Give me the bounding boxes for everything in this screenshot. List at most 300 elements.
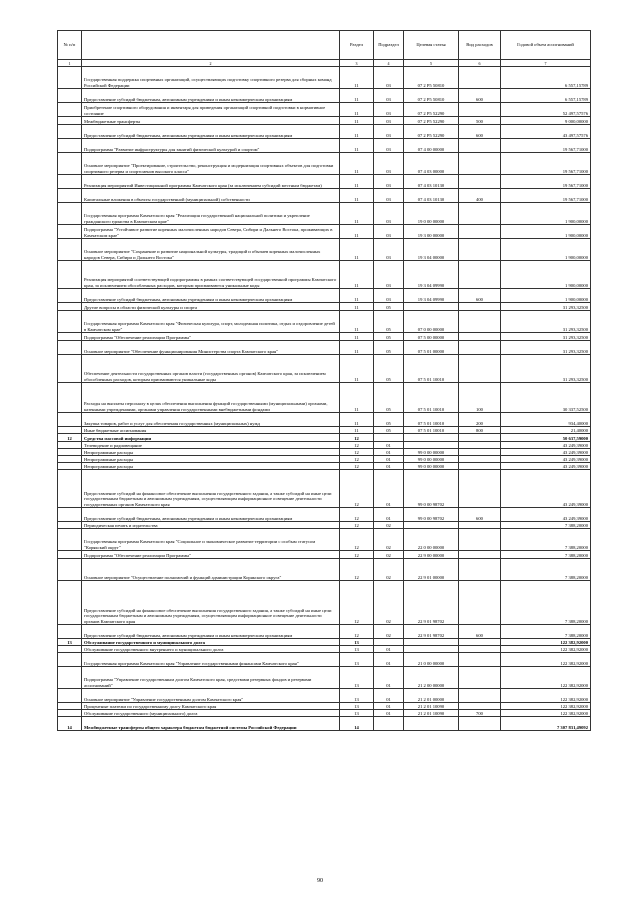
row-amount: 122 382,92000 [501,646,591,653]
header-target-article: Целевая статья [404,31,459,60]
row-target-article [404,434,459,442]
row-target-article: 07 5 01 10010 [404,383,459,413]
budget-table [57,30,591,731]
row-podrazdel: 03 [374,225,404,239]
row-razdel: 11 [340,225,374,239]
row-amount: 9 000,00000 [501,117,591,125]
row-number [58,355,82,383]
row-amount: 7 388,20000 [501,559,591,581]
row-target-article: 07 5 01 10010 [404,427,459,434]
header-razdel: Раздел [340,31,374,60]
row-razdel: 11 [340,117,374,125]
row-amount: 934,40000 [501,413,591,427]
row-target-article: 21 0 00 00000 [404,653,459,667]
row-amount: 31 293,32500 [501,303,591,311]
row-expense-type [459,559,501,581]
row-number [58,470,82,508]
row-expense-type [459,529,501,551]
row-razdel: 13 [340,639,374,646]
table-row [58,139,591,153]
row-razdel: 11 [340,239,374,261]
row-expense-type [459,653,501,667]
row-expense-type [459,456,501,463]
row-number [58,103,82,117]
row-podrazdel: 05 [374,303,404,311]
row-number [58,646,82,653]
row-name: Обеспечение деятельности государственных органов власти (государственных органов) Камчатского края, за исключением обособленных расходов, которым присваиваются уникальные коды [82,355,340,383]
row-podrazdel: 02 [374,559,404,581]
row-expense-type: 100 [459,383,501,413]
row-razdel: 11 [340,139,374,153]
row-name: Государственная программа Камчатского края "Реализация государственной национальной политики и укрепление гражданского единства в Камчатском крае" [82,203,340,225]
row-name: Процентные платежи по государственному долгу Камчатского края [82,703,340,710]
row-name: Основное мероприятие "Осуществление полномочий и функций администрации Корякского округа" [82,559,340,581]
row-number [58,341,82,355]
row-target-article: 07 2 P5 50810 [404,67,459,89]
row-number [58,303,82,311]
table-row [58,383,591,413]
row-number: 13 [58,639,82,646]
row-razdel: 11 [340,289,374,303]
row-number [58,689,82,703]
row-target-article: 07 4 00 00000 [404,139,459,153]
row-amount: 19 567,71000 [501,139,591,153]
row-expense-type [459,333,501,341]
row-name: Предоставление субсидий бюджетным, автономным учреждениям и иным некоммерческим организациям [82,289,340,303]
header-expense-type: Вид расходов [459,31,501,60]
row-target-article [404,646,459,653]
row-podrazdel: 01 [374,646,404,653]
row-name: Обслуживание государственного внутреннего и муниципального долга [82,646,340,653]
row-amount: 1 900,00000 [501,225,591,239]
row-podrazdel: 01 [374,442,404,449]
table-row [58,559,591,581]
row-expense-type [459,139,501,153]
row-podrazdel: 05 [374,413,404,427]
row-podrazdel: 02 [374,551,404,559]
row-razdel: 11 [340,311,374,333]
row-number [58,225,82,239]
row-expense-type [459,703,501,710]
row-podrazdel: 02 [374,529,404,551]
row-podrazdel: 03 [374,239,404,261]
row-podrazdel: 02 [374,522,404,529]
row-name: Государственная программа Камчатского края "Социальное и экономическое развитие территории с особым статусом "Корякский округ" [82,529,340,551]
row-podrazdel [374,639,404,646]
row-podrazdel: 05 [374,427,404,434]
row-target-article: 99 0 00 98702 [404,508,459,522]
row-expense-type [459,239,501,261]
row-amount: 52 497,57576 [501,103,591,117]
row-name: Реализация мероприятий соответствующей подпрограммы в рамках соответствующей государственной программы Камчатского края, за исключением обособленных расходов, которым присваиваются уникальные коды [82,261,340,289]
row-expense-type: 700 [459,710,501,717]
row-razdel: 12 [340,508,374,522]
row-amount: 1 900,00000 [501,261,591,289]
table-row [58,639,591,646]
row-expense-type [459,639,501,646]
col-number: 2 [82,60,340,67]
row-name: Телевидение и радиовещание [82,442,340,449]
row-name: Государственная программа Камчатского края "Управление государственными финансами Камчатского края" [82,653,340,667]
row-name: Подпрограмма "Обеспечение реализации Программы" [82,333,340,341]
header-name [82,31,340,60]
row-razdel: 11 [340,189,374,203]
row-expense-type [459,442,501,449]
row-name: Основное мероприятие "Обеспечение функционирования Министерства спорта Камчатского края" [82,341,340,355]
row-amount: 122 382,92000 [501,689,591,703]
row-target-article: 19 3 04 09990 [404,261,459,289]
row-name: Иные бюджетные ассигнования [82,427,340,434]
row-podrazdel: 05 [374,355,404,383]
row-expense-type [459,355,501,383]
row-target-article: 07 2 P5 52290 [404,117,459,125]
row-amount: 1 900,00000 [501,203,591,225]
row-podrazdel: 03 [374,125,404,139]
row-number [58,442,82,449]
table-row [58,581,591,625]
row-number [58,625,82,639]
row-target-article: 22 9 01 98702 [404,581,459,625]
row-expense-type: 600 [459,625,501,639]
row-podrazdel: 05 [374,341,404,355]
table-row [58,653,591,667]
row-podrazdel: 02 [374,625,404,639]
row-razdel: 11 [340,383,374,413]
row-name: Государственная программа Камчатского края "Физическая культура, спорт, молодежная политика, отдых и оздоровление детей в Камчатском крае" [82,311,340,333]
row-target-article: 07 5 01 10010 [404,355,459,383]
row-razdel: 13 [340,703,374,710]
table-row [58,261,591,289]
row-name: Предоставление субсидий бюджетным, автономным учреждениям и иным некоммерческим организациям [82,89,340,103]
row-number [58,508,82,522]
row-podrazdel: 03 [374,103,404,117]
table-row [58,456,591,463]
table-row [58,225,591,239]
row-number [58,449,82,456]
row-target-article: 19 3 00 00000 [404,225,459,239]
row-number [58,189,82,203]
row-razdel: 12 [340,581,374,625]
table-row [58,289,591,303]
row-expense-type [459,470,501,508]
row-name: Капитальные вложения в объекты государственной (муниципальной) собственности [82,189,340,203]
row-amount: 7 388,20000 [501,522,591,529]
row-number [58,311,82,333]
row-podrazdel: 05 [374,383,404,413]
table-row [58,303,591,311]
row-amount: 43 497,57576 [501,125,591,139]
row-target-article: 07 5 01 00000 [404,341,459,355]
row-target-article: 21 2 01 00000 [404,689,459,703]
row-expense-type [459,225,501,239]
row-razdel: 11 [340,355,374,383]
table-row [58,625,591,639]
row-razdel: 12 [340,434,374,442]
table-row [58,689,591,703]
row-expense-type [459,646,501,653]
row-number [58,667,82,689]
row-name: Межбюджетные трансферты общего характера бюджетам бюджетной системы Российской Федерации [82,717,340,731]
table-row [58,67,591,89]
col-number: 7 [501,60,591,67]
row-razdel: 14 [340,717,374,731]
row-podrazdel: 01 [374,703,404,710]
row-amount: 43 249,39000 [501,508,591,522]
row-number: 12 [58,434,82,442]
row-expense-type [459,717,501,731]
row-expense-type [459,103,501,117]
row-podrazdel: 02 [374,581,404,625]
row-expense-type [459,203,501,225]
row-razdel: 11 [340,67,374,89]
row-podrazdel: 03 [374,261,404,289]
table-row [58,710,591,717]
row-razdel: 13 [340,710,374,717]
row-number [58,427,82,434]
table-row [58,442,591,449]
row-number [58,139,82,153]
row-number [58,153,82,175]
row-podrazdel: 03 [374,89,404,103]
table-row [58,449,591,456]
row-expense-type: 500 [459,117,501,125]
row-razdel: 12 [340,470,374,508]
row-name: Периодическая печать и издательства [82,522,340,529]
row-target-article [404,717,459,731]
row-target-article: 07 0 00 00000 [404,311,459,333]
table-row [58,125,591,139]
row-razdel: 13 [340,646,374,653]
header-podrazdel: Подраздел [374,31,404,60]
row-number [58,710,82,717]
row-podrazdel: 01 [374,689,404,703]
row-amount: 31 293,32500 [501,341,591,355]
row-amount: 122 382,92000 [501,653,591,667]
row-target-article: 07 2 P5 52290 [404,125,459,139]
row-target-article [404,442,459,449]
row-podrazdel: 01 [374,463,404,470]
row-number: 14 [58,717,82,731]
row-number [58,529,82,551]
table-row [58,470,591,508]
row-target-article: 07 2 P5 52290 [404,103,459,117]
row-number [58,89,82,103]
row-name: Непрограммные расходы [82,463,340,470]
row-name: Средства массовой информации [82,434,340,442]
row-amount: 122 382,92000 [501,667,591,689]
row-podrazdel: 03 [374,153,404,175]
row-name: Непрограммные расходы [82,449,340,456]
table-row [58,646,591,653]
table-row [58,413,591,427]
row-target-article: 07 5 00 00000 [404,333,459,341]
table-row [58,551,591,559]
table-row [58,667,591,689]
table-row [58,717,591,731]
row-number [58,175,82,189]
row-razdel: 11 [340,103,374,117]
row-number [58,117,82,125]
table-row [58,434,591,442]
row-razdel: 13 [340,653,374,667]
row-target-article: 19 3 04 00000 [404,239,459,261]
table-row [58,463,591,470]
row-expense-type [459,434,501,442]
header-number-row [58,60,591,67]
row-name: Другие вопросы в области физической культуры и спорта [82,303,340,311]
row-name: Предоставление субсидий на финансовое обеспечение выполнения государственного задания, а также субсидий на иные цели государственным бюджетным и автономным учреждениям, осуществляющим информационное освещение деятельности органов Камчатского края [82,581,340,625]
header-annual-volume: Годовой объем ассигнований [501,31,591,60]
row-target-article: 99 0 00 00000 [404,456,459,463]
row-razdel: 11 [340,175,374,189]
row-target-article [404,303,459,311]
row-podrazdel: 03 [374,175,404,189]
row-razdel: 12 [340,522,374,529]
row-razdel: 11 [340,153,374,175]
table-row [58,189,591,203]
row-razdel: 12 [340,529,374,551]
row-razdel: 12 [340,456,374,463]
row-amount: 43 249,39000 [501,463,591,470]
row-target-article: 22 9 01 00000 [404,559,459,581]
row-number [58,203,82,225]
row-target-article: 21 2 01 10090 [404,703,459,710]
row-expense-type [459,341,501,355]
row-amount: 6 557,15789 [501,67,591,89]
row-name: Основное мероприятие "Управление государственным долгом Камчатского края" [82,689,340,703]
row-amount: 1 900,00000 [501,239,591,261]
row-name: Подпрограмма "Управление государственным долгом Камчатского края, средствами резервных фондов и резервами ассигнований" [82,667,340,689]
row-expense-type [459,311,501,333]
row-razdel: 13 [340,667,374,689]
row-expense-type: 600 [459,89,501,103]
row-target-article: 07 4 03 10130 [404,189,459,203]
row-amount: 31 293,32500 [501,355,591,383]
row-target-article: 99 0 00 98702 [404,470,459,508]
row-razdel: 11 [340,89,374,103]
row-expense-type [459,449,501,456]
row-name: Государственная поддержка спортивных организаций, осуществляющих подготовку спортивного резерва для сборных команд Российской Федерации [82,67,340,89]
budget-table-sheet [57,30,590,731]
row-target-article: 22 0 00 00000 [404,529,459,551]
row-razdel: 12 [340,463,374,470]
table-row [58,89,591,103]
col-number: 4 [374,60,404,67]
row-razdel: 11 [340,203,374,225]
row-name: Межбюджетные трансферты [82,117,340,125]
row-podrazdel: 01 [374,470,404,508]
row-expense-type: 800 [459,427,501,434]
row-razdel: 11 [340,413,374,427]
row-target-article: 19 3 04 09990 [404,289,459,303]
row-name: Обслуживание государственного и муниципального долга [82,639,340,646]
table-row [58,703,591,710]
row-name: Предоставление субсидий на финансовое обеспечение выполнения государственного задания, а также субсидий на иные цели государственным бюджетным и автономным учреждениям, осуществляющим информационное освещение деятельности государственных органов Камчатского края [82,470,340,508]
row-target-article: 21 2 01 10090 [404,710,459,717]
row-number [58,522,82,529]
row-podrazdel: 01 [374,508,404,522]
row-expense-type: 600 [459,508,501,522]
row-amount: 31 293,32500 [501,333,591,341]
table-row [58,117,591,125]
row-razdel: 11 [340,303,374,311]
row-number [58,289,82,303]
row-name: Предоставление субсидий бюджетным, автономным учреждениям и иным некоммерческим организациям [82,625,340,639]
row-number [58,125,82,139]
row-razdel: 11 [340,261,374,289]
row-podrazdel: 03 [374,189,404,203]
row-name: Обслуживание государственного (муниципального) долга [82,710,340,717]
row-expense-type [459,551,501,559]
row-amount: 6 557,15789 [501,89,591,103]
row-number [58,559,82,581]
table-row [58,311,591,333]
row-amount: 19 567,71000 [501,153,591,175]
row-razdel: 11 [340,333,374,341]
row-amount: 7 388,20000 [501,625,591,639]
row-name: Предоставление субсидий бюджетным, автономным учреждениям и иным некоммерческим организациям [82,508,340,522]
row-podrazdel: 03 [374,203,404,225]
row-amount: 31 293,32500 [501,311,591,333]
row-name: Основное мероприятие "Сохранение и развитие национальной культуры, традиций и обычаев коренных малочисленных народов Севера, Сибири и Дальнего Востока" [82,239,340,261]
row-target-article: 99 0 00 00000 [404,463,459,470]
row-amount: 7 388,20000 [501,551,591,559]
table-row [58,175,591,189]
row-podrazdel: 03 [374,117,404,125]
row-number [58,333,82,341]
row-name: Подпрограмма "Устойчивое развитие коренных малочисленных народов Севера, Сибири и Дальнего Востока, проживающих в Камчатском крае" [82,225,340,239]
table-row [58,427,591,434]
col-number: 3 [340,60,374,67]
row-podrazdel: 05 [374,333,404,341]
table-row [58,522,591,529]
row-podrazdel [374,717,404,731]
row-razdel: 11 [340,427,374,434]
row-razdel: 11 [340,125,374,139]
col-number: 6 [459,60,501,67]
row-number [58,581,82,625]
col-number: 1 [58,60,82,67]
row-number [58,413,82,427]
row-amount: 30 337,52500 [501,383,591,413]
row-name: Закупка товаров, работ и услуг для обеспечения государственных (муниципальных) нужд [82,413,340,427]
row-amount: 7 307 831,49092 [501,717,591,731]
row-target-article: 07 4 03 00000 [404,153,459,175]
row-name: Подпрограмма "Развитие инфраструктуры для занятий физической культурой и спортом" [82,139,340,153]
row-amount: 122 382,92000 [501,639,591,646]
table-row [58,153,591,175]
row-expense-type [459,689,501,703]
row-razdel: 13 [340,689,374,703]
row-podrazdel: 05 [374,311,404,333]
row-podrazdel: 03 [374,139,404,153]
row-target-article: 07 2 P5 50810 [404,89,459,103]
row-name: Подпрограмма "Обеспечение реализации Программы" [82,551,340,559]
table-row [58,508,591,522]
row-number [58,261,82,289]
row-expense-type: 200 [459,413,501,427]
row-expense-type [459,667,501,689]
row-expense-type: 400 [459,189,501,203]
row-amount: 122 382,92000 [501,710,591,717]
row-razdel: 12 [340,625,374,639]
row-number [58,239,82,261]
row-podrazdel: 01 [374,653,404,667]
table-row [58,333,591,341]
row-amount: 19 567,71000 [501,189,591,203]
row-amount: 122 382,92000 [501,703,591,710]
row-target-article: 22 9 00 00000 [404,551,459,559]
